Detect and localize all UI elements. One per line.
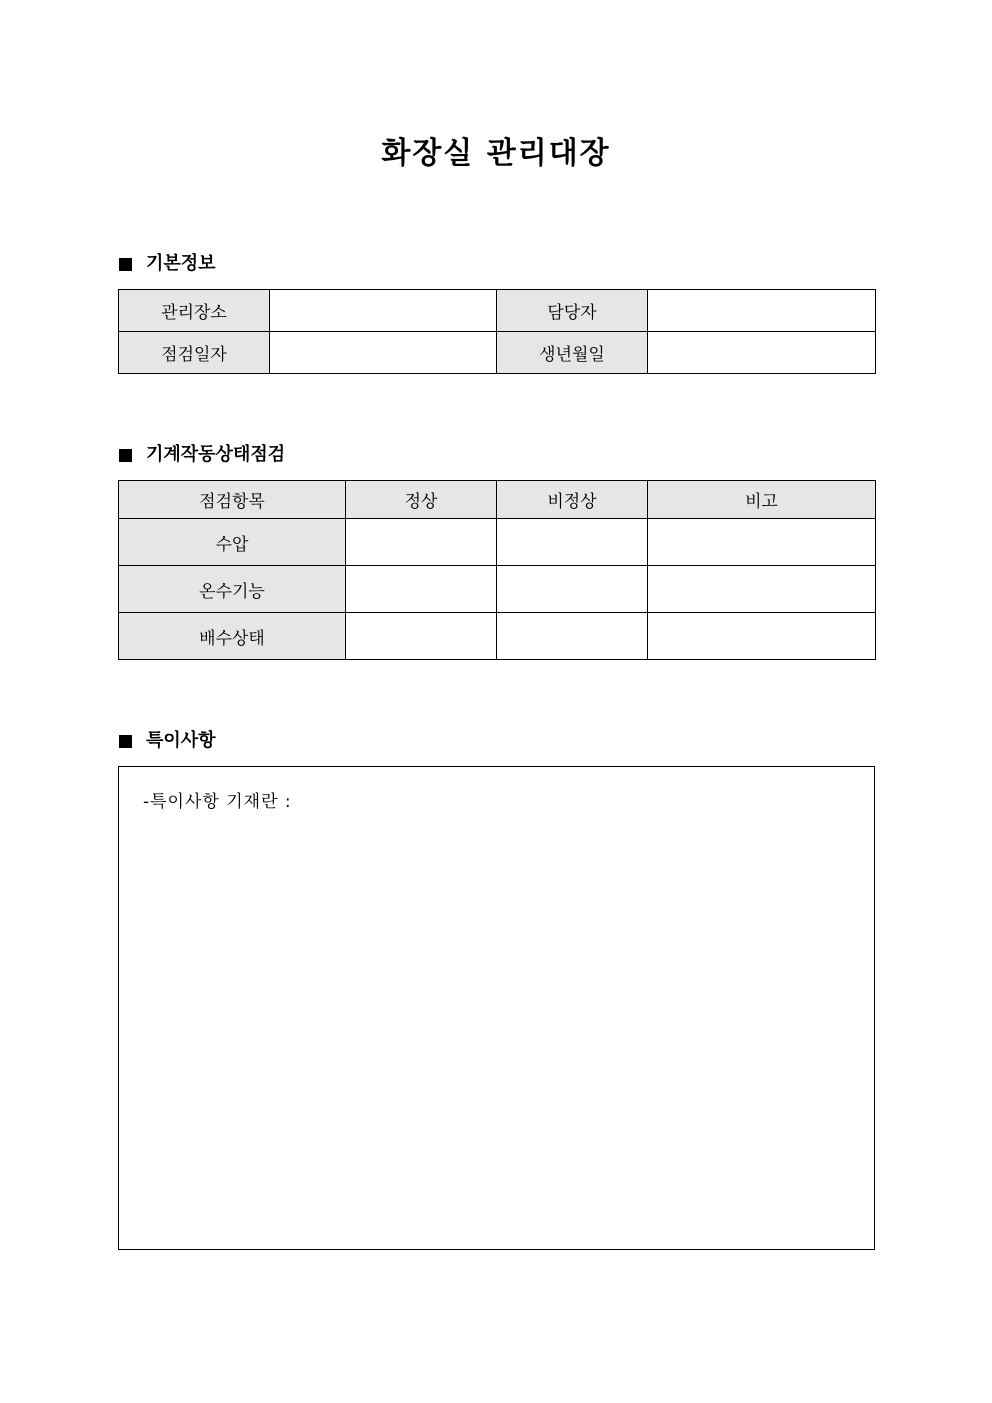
- remarks-box[interactable]: [118, 766, 875, 1250]
- hot-water-normal-cell[interactable]: [346, 566, 497, 613]
- remarks-heading-text: 특이사항: [146, 730, 216, 751]
- manager-label: 담당자: [497, 290, 648, 332]
- drainage-abnormal-cell[interactable]: [497, 613, 648, 660]
- item-water-pressure: 수압: [119, 519, 346, 566]
- column-header-note: 비고: [648, 481, 876, 519]
- mechanical-check-heading-text: 기계작동상태점검: [146, 444, 286, 465]
- item-hot-water: 온수기능: [119, 566, 346, 613]
- square-bullet-icon: [119, 735, 132, 748]
- birth-date-label: 생년월일: [497, 332, 648, 374]
- inspection-date-field[interactable]: [270, 332, 497, 374]
- column-header-abnormal: 비정상: [497, 481, 648, 519]
- column-header-item: 점검항목: [119, 481, 346, 519]
- location-field[interactable]: [270, 290, 497, 332]
- hot-water-note-cell[interactable]: [648, 566, 876, 613]
- location-label: 관리장소: [119, 290, 270, 332]
- manager-field[interactable]: [648, 290, 876, 332]
- table-row: [119, 613, 876, 660]
- table-header-row: [119, 481, 876, 519]
- drainage-normal-cell[interactable]: [346, 613, 497, 660]
- item-drainage: 배수상태: [119, 613, 346, 660]
- mechanical-check-heading: [119, 443, 285, 467]
- basic-info-table: [118, 289, 876, 374]
- mechanical-check-table: [118, 480, 876, 660]
- birth-date-field[interactable]: [648, 332, 876, 374]
- water-pressure-note-cell[interactable]: [648, 519, 876, 566]
- drainage-note-cell[interactable]: [648, 613, 876, 660]
- remarks-prompt: -특이사항 기재란 :: [143, 792, 292, 812]
- inspection-date-label: 점검일자: [119, 332, 270, 374]
- table-row: [119, 290, 876, 332]
- basic-info-heading: [119, 252, 216, 276]
- table-row: [119, 566, 876, 613]
- table-row: [119, 519, 876, 566]
- water-pressure-normal-cell[interactable]: [346, 519, 497, 566]
- square-bullet-icon: [119, 258, 132, 271]
- column-header-normal: 정상: [346, 481, 497, 519]
- document-title: 화장실 관리대장: [381, 136, 611, 171]
- square-bullet-icon: [119, 449, 132, 462]
- basic-info-heading-text: 기본정보: [146, 253, 216, 274]
- table-row: [119, 332, 876, 374]
- water-pressure-abnormal-cell[interactable]: [497, 519, 648, 566]
- remarks-heading: [119, 729, 216, 753]
- hot-water-abnormal-cell[interactable]: [497, 566, 648, 613]
